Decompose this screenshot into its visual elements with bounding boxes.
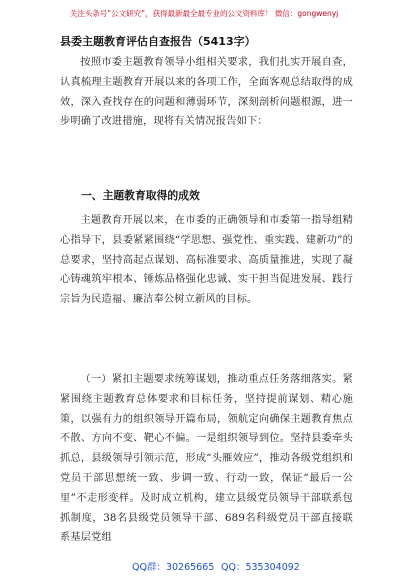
document-title: 县委主题教育评估自查报告（5413字） (60, 35, 256, 48)
section1-paragraph: 主题教育开展以来，在市委的正确领导和市委第一指导组精心指导下，县委紧紧围绕“学思想、强党性、重实践、建新功”的总要求，坚持高起点谋划、高标准要求、高质量推进，实现了凝心铸魂筑牢根本、锤炼品格强化忠诚、实干担当促进发展、践行宗旨为民造福、廉洁奉公树立新风的目标。 (60, 215, 353, 306)
subsection1-paragraph: （一）紧扣主题要求统筹谋划，推动重点任务落细落实。紧紧围绕主题教育总体要求和目标任务，坚持提前谋划、精心施策，以强有力的组织领导开篇布局，领航定向确保主题教育焦点不散、方向不变、靶心不偏。一是组织领导到位。坚持县委牵头抓总，县级领导引领示范，形成“头雁效应”，推动各级党组织和党员干部思想统一致、步调一致、行动一致，保证“最后一公里”不走形变样。及时成立机构，建立县级党员领导干部联系包抓制度，38名县级党员领导干部、689名科级党员干部直接联系基层党组 (60, 374, 353, 544)
footer-qq-number: QQ：535304092 (221, 562, 300, 573)
top-banner: 关注头条号“公文研究”，获得最新最全最专业的公文资料库！ 微信：gongwenyj (69, 9, 339, 18)
intro-paragraph: 按照市委主题教育领导小组相关要求，我们扎实开展自查，认真梳理主题教育开展以来的各项工作，全面客观总结取得的成效，深入查找存在的问题和薄弱环节，深刻剖析问题根源，进一步明确了改进措施，现将有关情况报告如下： (60, 57, 353, 128)
section-heading-achievements: 一、主题教育取得的成效 (81, 189, 200, 202)
footer-qq-group: QQ群：30265665 (132, 562, 215, 573)
